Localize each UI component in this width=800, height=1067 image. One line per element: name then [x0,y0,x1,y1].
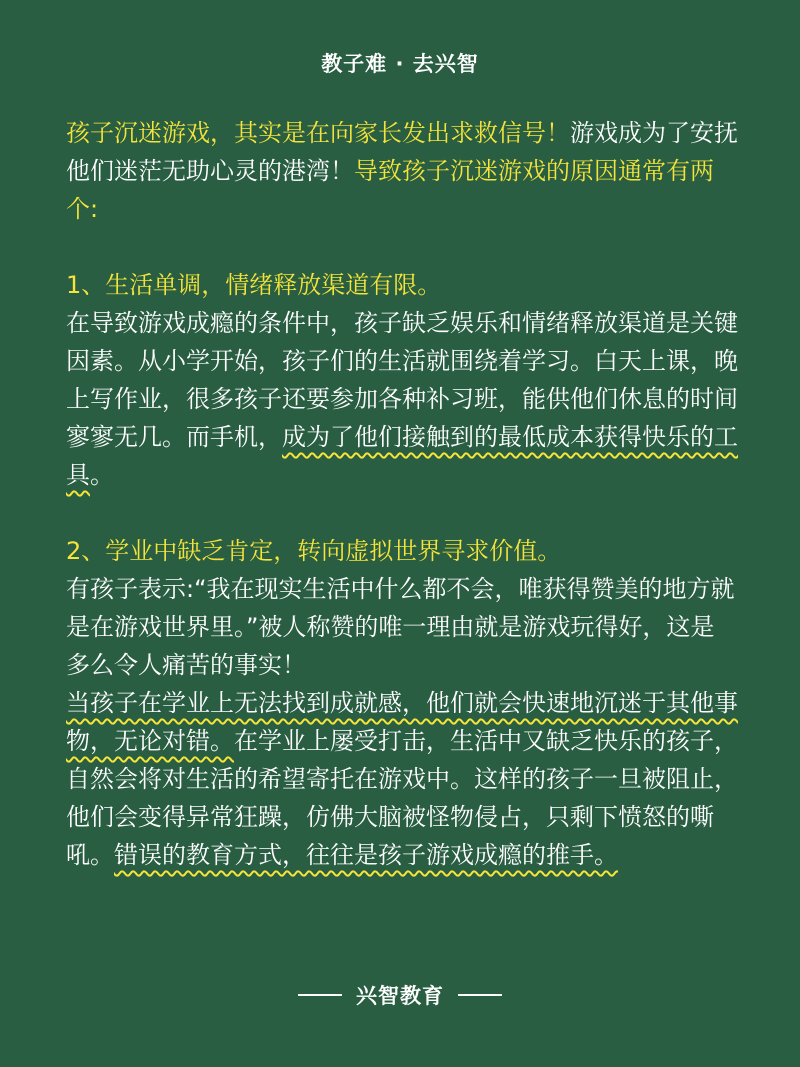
section2-quote: 有孩子表示:“我在现实生活中什么都不会，唯获得赞美的地方就是在游戏世界里。”被人称赞的唯一理由就是游戏玩得好，这是多么令人痛苦的事实！ [66,575,735,679]
article-body [66,114,738,874]
section2-underlined-text-1: 当孩子在学业上无法找到成就感，他们就会快速地沉迷于其他事物，无论对错。 [66,689,738,755]
page-title: 教子难 · 去兴智 [321,52,479,76]
section1-body: 在导致游戏成瘾的条件中，孩子缺乏娱乐和情绪释放渠道是关键因素。从小学开始，孩子们的生活就围绕着学习。白天上课，晚上写作业，很多孩子还要参加各种补习班，能供他们休息的时间寥寥无几。而手机， [66,309,738,451]
footer-divider-left [298,994,342,996]
footer-divider-right [458,994,502,996]
intro-highlight-1: 孩子沉迷游戏，其实是在向家长发出求救信号！ [66,119,570,147]
section1-paragraph [66,304,738,494]
section2-body: 在学业上屡受打击，生活中又缺乏快乐的孩子，自然会将对生活的希望寄托在游戏中。这样的孩子一旦被阻止，他们会变得异常狂躁，仿佛大脑被怪物侵占，只剩下愤怒的嘶吼。 [66,727,738,869]
footer-brand [0,980,800,1010]
section1-underlined-text: 成为了他们接触到的最低成本获得快乐的工具 [66,423,738,489]
section2-underlined-text-2: 错误的教育方式，往往是孩子游戏成瘾的推手。 [114,841,618,869]
section1-end: 。 [90,461,114,489]
section2-paragraph [66,684,738,874]
intro-text: 游戏成为了安抚他们迷茫无助心灵的港湾！ [66,119,738,185]
brand-name: 兴智教育 [356,984,444,1008]
section1-heading: 1、生活单调，情绪释放渠道有限。 [66,271,442,299]
section2-heading: 2、学业中缺乏肯定，转向虚拟世界寻求价值。 [66,537,562,565]
spacer [66,494,738,532]
spacer [66,228,738,266]
intro-paragraph [66,114,738,228]
intro-highlight-2: 导致孩子沉迷游戏的原因通常有两个: [66,157,714,223]
